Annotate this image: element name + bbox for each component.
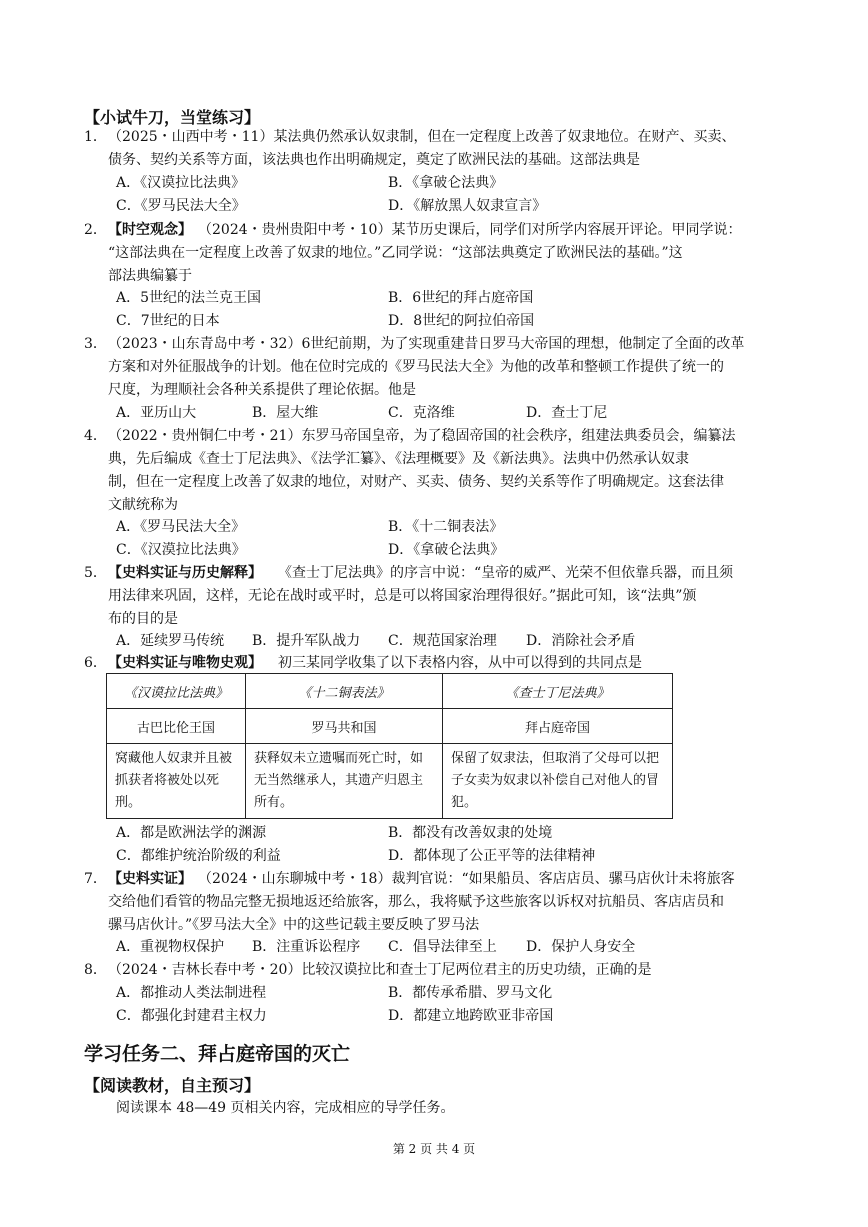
q8-number: 8． <box>84 962 107 978</box>
q6-option-a[interactable]: A．都是欧洲法学的渊源 <box>116 825 267 841</box>
q4-option-a[interactable]: A．《罗马民法大全》 <box>116 519 246 535</box>
q8-option-c[interactable]: C．都强化封建君主权力 <box>116 1008 267 1024</box>
q5-line-1: 《查士丁尼法典》的序言中说：“皇帝的威严、光荣不但依靠兵器，而且须 <box>278 565 734 581</box>
table-header-cell: 《十二铜表法》 <box>246 674 443 709</box>
q3-line-3: 尺度，为理顺社会各种关系提供了理论依据。他是 <box>108 382 416 398</box>
q4-option-b[interactable]: B．《十二铜表法》 <box>388 519 504 535</box>
q8-option-b[interactable]: B．都传承希腊、罗马文化 <box>388 985 553 1001</box>
table-cell: 罗马共和国 <box>246 709 443 744</box>
q1-option-b[interactable]: B．《拿破仑法典》 <box>388 175 504 191</box>
q1-option-a[interactable]: A．《汉谟拉比法典》 <box>116 175 246 191</box>
q5-option-a[interactable]: A．延续罗马传统 <box>116 633 225 649</box>
table-header-cell: 《查士丁尼法典》 <box>443 674 673 709</box>
q3-line-2: 方案和对外征服战争的计划。他在位时完成的《罗马民法大全》为他的改革和整顿工作提供了统一的 <box>108 359 724 375</box>
q5-number: 5． <box>84 565 107 581</box>
q7-line-1: （2024・山东聊城中考・18）裁判官说：“如果船员、客店店员、骡马店伙计未将旅客 <box>198 871 735 887</box>
q2-line-1: （2024・贵州贵阳中考・10）某节历史课后，同学们对所学内容展开评论。甲同学说： <box>198 222 742 238</box>
q4-number: 4． <box>84 428 107 444</box>
q7-line-2: 交给他们看管的物品完整无损地返还给旅客，那么，我将赋予这些旅客以诉权对抗船员、客店店员和 <box>108 894 724 910</box>
q4-line-3: 制，但在一定程度上改善了奴隶的地位，对财产、买卖、债务、契约关系等作了明确规定。这套法律 <box>108 474 724 490</box>
q1-line-2: 债务、契约关系等方面，该法典也作出明确规定，奠定了欧洲民法的基础。这部法典是 <box>108 152 640 168</box>
table-row <box>107 674 673 709</box>
q1-number: 1． <box>84 129 107 145</box>
q2-option-d[interactable]: D．8世纪的阿拉伯帝国 <box>388 313 535 329</box>
task2-title: 学习任务二、拜占庭帝国的灭亡 <box>84 1043 351 1065</box>
q5-line-2: 用法律来巩固，这样，无论在战时或平时，总是可以将国家治理得很好。”据此可知，该“法典”颁 <box>108 588 697 604</box>
q2-option-a[interactable]: A．5世纪的法兰克王国 <box>116 290 262 306</box>
q5-line-3: 布的目的是 <box>108 611 178 627</box>
q2-line-2: “这部法典在一定程度上改善了奴隶的地位。”乙同学说：“这部法典奠定了欧洲民法的基础。”这 <box>108 245 683 261</box>
q2-tag: 【时空观念】 <box>108 222 192 238</box>
q8-option-a[interactable]: A．都推动人类法制进程 <box>116 985 267 1001</box>
table-cell: 拜占庭帝国 <box>443 709 673 744</box>
q3-option-c[interactable]: C．克洛维 <box>388 405 455 421</box>
table-row <box>107 744 673 819</box>
q6-option-b[interactable]: B．都没有改善奴隶的处境 <box>388 825 553 841</box>
q6-tag: 【史料实证与唯物史观】 <box>108 655 262 671</box>
table-cell: 获释奴未立遗嘱而死亡时，如无当然继承人，其遗产归恩主所有。 <box>246 744 443 819</box>
q4-option-c[interactable]: C．《汉漠拉比法典》 <box>116 542 246 558</box>
q3-option-d[interactable]: D．查士丁尼 <box>526 405 608 421</box>
q7-option-c[interactable]: C．倡导法律至上 <box>388 939 497 955</box>
section-heading-practice: 【小试牛刀，当堂练习】 <box>84 108 261 127</box>
q1-line-1: （2025・山西中考・11）某法典仍然承认奴隶制，但在一定程度上改善了奴隶地位。在财产、买卖、 <box>108 129 736 145</box>
table-cell: 保留了奴隶法，但取消了父母可以把子女卖为奴隶以补偿自己对他人的冒犯。 <box>443 744 673 819</box>
q7-number: 7． <box>84 871 107 887</box>
q3-option-b[interactable]: B．屋大维 <box>252 405 319 421</box>
q6-option-c[interactable]: C．都维护统治阶级的利益 <box>116 848 281 864</box>
q2-option-b[interactable]: B．6世纪的拜占庭帝国 <box>388 290 534 306</box>
q5-option-b[interactable]: B．提升军队战力 <box>252 633 361 649</box>
q8-line-1: （2024・吉林长春中考・20）比较汉谟拉比和查士丁尼两位君主的历史功绩，正确的是 <box>108 962 652 978</box>
page-footer: 第 2 页 共 4 页 <box>392 1142 476 1156</box>
q7-tag: 【史料实证】 <box>108 871 192 887</box>
comparison-table <box>106 673 673 819</box>
q8-option-d[interactable]: D．都建立地跨欧亚非帝国 <box>388 1008 554 1024</box>
q1-option-c[interactable]: C．《罗马民法大全》 <box>116 198 246 214</box>
q3-line-1: （2023・山东青岛中考・32）6世纪前期，为了实现重建昔日罗马大帝国的理想，他制定了全面的改革 <box>108 336 745 352</box>
q2-number: 2． <box>84 222 107 238</box>
q4-line-1: （2022・贵州铜仁中考・21）东罗马帝国皇帝，为了稳固帝国的社会秩序，组建法典委员会，编纂法 <box>108 428 736 444</box>
q5-option-d[interactable]: D．消除社会矛盾 <box>526 633 636 649</box>
q7-option-b[interactable]: B．注重诉讼程序 <box>252 939 361 955</box>
table-header-cell: 《汉谟拉比法典》 <box>107 674 246 709</box>
q2-option-c[interactable]: C．7世纪的日本 <box>116 313 220 329</box>
section-heading-reading: 【阅读教材，自主预习】 <box>84 1076 261 1095</box>
q6-number: 6． <box>84 655 107 671</box>
q4-line-2: 典，先后编成《查士丁尼法典》、《法学汇纂》、《法理概要》及《新法典》。法典中仍然承认奴隶 <box>108 451 689 467</box>
q7-option-d[interactable]: D．保护人身安全 <box>526 939 636 955</box>
q3-number: 3． <box>84 336 107 352</box>
reading-instruction: 阅读课本 48—49 页相关内容，完成相应的导学任务。 <box>116 1100 455 1116</box>
q6-option-d[interactable]: D．都体现了公正平等的法律精神 <box>388 848 596 864</box>
table-cell: 窝藏他人奴隶并且被抓获者将被处以死刑。 <box>107 744 246 819</box>
q7-line-3: 骡马店伙计。”《罗马法大全》中的这些记载主要反映了罗马法 <box>108 917 480 933</box>
q4-option-d[interactable]: D．《拿破仑法典》 <box>388 542 505 558</box>
q5-option-c[interactable]: C．规范国家治理 <box>388 633 497 649</box>
q4-line-4: 文献统称为 <box>108 497 178 513</box>
table-row <box>107 709 673 744</box>
q6-stem: 初三某同学收集了以下表格内容，从中可以得到的共同点是 <box>278 655 642 671</box>
table-cell: 古巴比伦王国 <box>107 709 246 744</box>
q7-option-a[interactable]: A．重视物权保护 <box>116 939 225 955</box>
q1-option-d[interactable]: D．《解放黑人奴隶宣言》 <box>388 198 547 214</box>
q5-tag: 【史料实证与历史解释】 <box>108 565 262 581</box>
q3-option-a[interactable]: A．亚历山大 <box>116 405 197 421</box>
q2-line-3: 部法典编纂于 <box>108 268 192 284</box>
